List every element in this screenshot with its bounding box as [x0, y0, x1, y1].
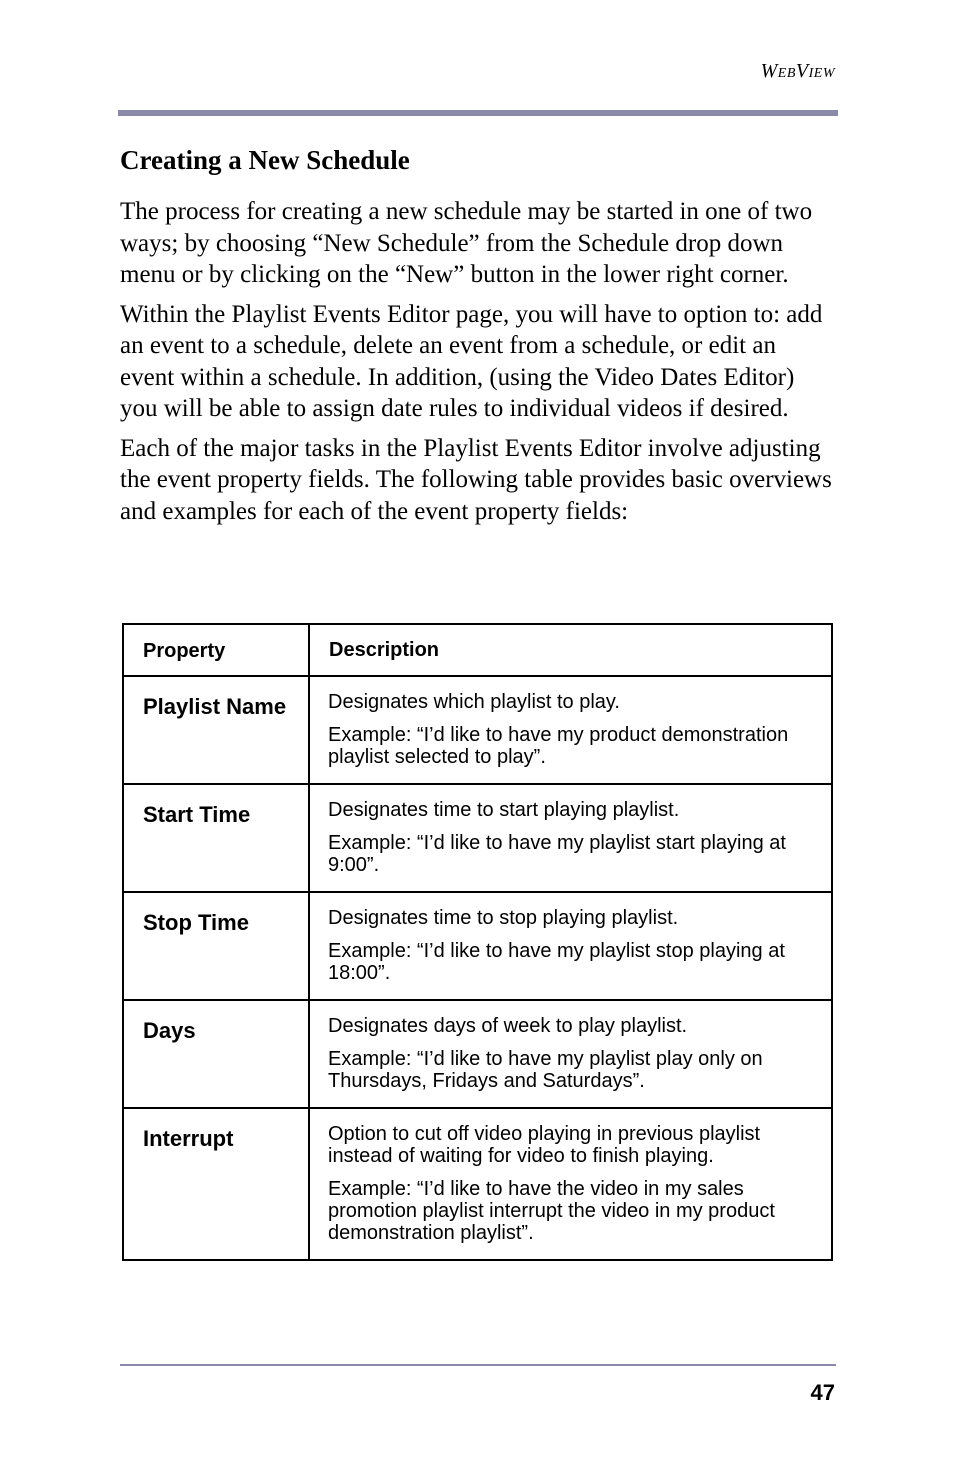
description-cell	[309, 784, 832, 892]
table-header-row	[123, 624, 832, 676]
example-text: Example: “I’d like to have my playlist play only on Thursdays, Fridays and Saturdays”.	[328, 1048, 763, 1092]
section-title: Creating a New Schedule	[120, 145, 410, 175]
paragraph-1: The process for creating a new schedule may be started in one of two ways; by choosing “New Schedule” from the Schedule drop down menu or by clicking on the “New” button in the lower right corner.	[120, 198, 813, 288]
property-cell: Start Time	[123, 784, 309, 892]
description-cell	[309, 1108, 832, 1260]
page-number: 47	[810, 1380, 835, 1405]
description-cell	[309, 676, 832, 784]
column-header-property: Property	[123, 624, 309, 676]
description-text: Designates time to start playing playlist.	[328, 799, 680, 821]
description-text: Option to cut off video playing in previous playlist instead of waiting for video to finish playing.	[328, 1123, 761, 1167]
example-text: Example: “I’d like to have my playlist start playing at 9:00”.	[328, 832, 786, 876]
example-text: Example: “I’d like to have my product demonstration playlist selected to play”.	[328, 724, 789, 768]
table-row	[123, 676, 832, 784]
paragraph-3: Each of the major tasks in the Playlist Events Editor involve adjusting the event property fields. The following table provides basic overviews and examples for each of the event property fields:	[120, 434, 832, 525]
column-header-description: Description	[309, 624, 832, 676]
description-text: Designates which playlist to play.	[328, 691, 620, 713]
running-header: WebView	[760, 60, 835, 82]
main-content	[120, 142, 835, 535]
table-row	[123, 1000, 832, 1108]
property-cell: Playlist Name	[123, 676, 309, 784]
table-row	[123, 784, 832, 892]
table-row	[123, 892, 832, 1000]
property-cell: Interrupt	[123, 1108, 309, 1260]
property-cell: Days	[123, 1000, 309, 1108]
description-cell	[309, 892, 832, 1000]
top-rule	[118, 110, 838, 116]
example-text: Example: “I’d like to have the video in my sales promotion playlist interrupt the video in my product demonstration playlist”.	[328, 1178, 775, 1244]
description-cell	[309, 1000, 832, 1108]
paragraph-2: Within the Playlist Events Editor page, you will have to option to: add an event to a schedule, delete an event from a schedule, or edit an event within a schedule. In addition, (using the Video Dates Editor) you will be able to assign date rules to individual videos if desired.	[120, 300, 823, 422]
table-row	[123, 1108, 832, 1260]
property-cell: Stop Time	[123, 892, 309, 1000]
description-text: Designates time to stop playing playlist.	[328, 907, 679, 929]
bottom-rule	[120, 1364, 836, 1366]
example-text: Example: “I’d like to have my playlist stop playing at 18:00”.	[328, 940, 785, 984]
event-property-table	[122, 623, 833, 1261]
description-text: Designates days of week to play playlist.	[328, 1015, 688, 1037]
